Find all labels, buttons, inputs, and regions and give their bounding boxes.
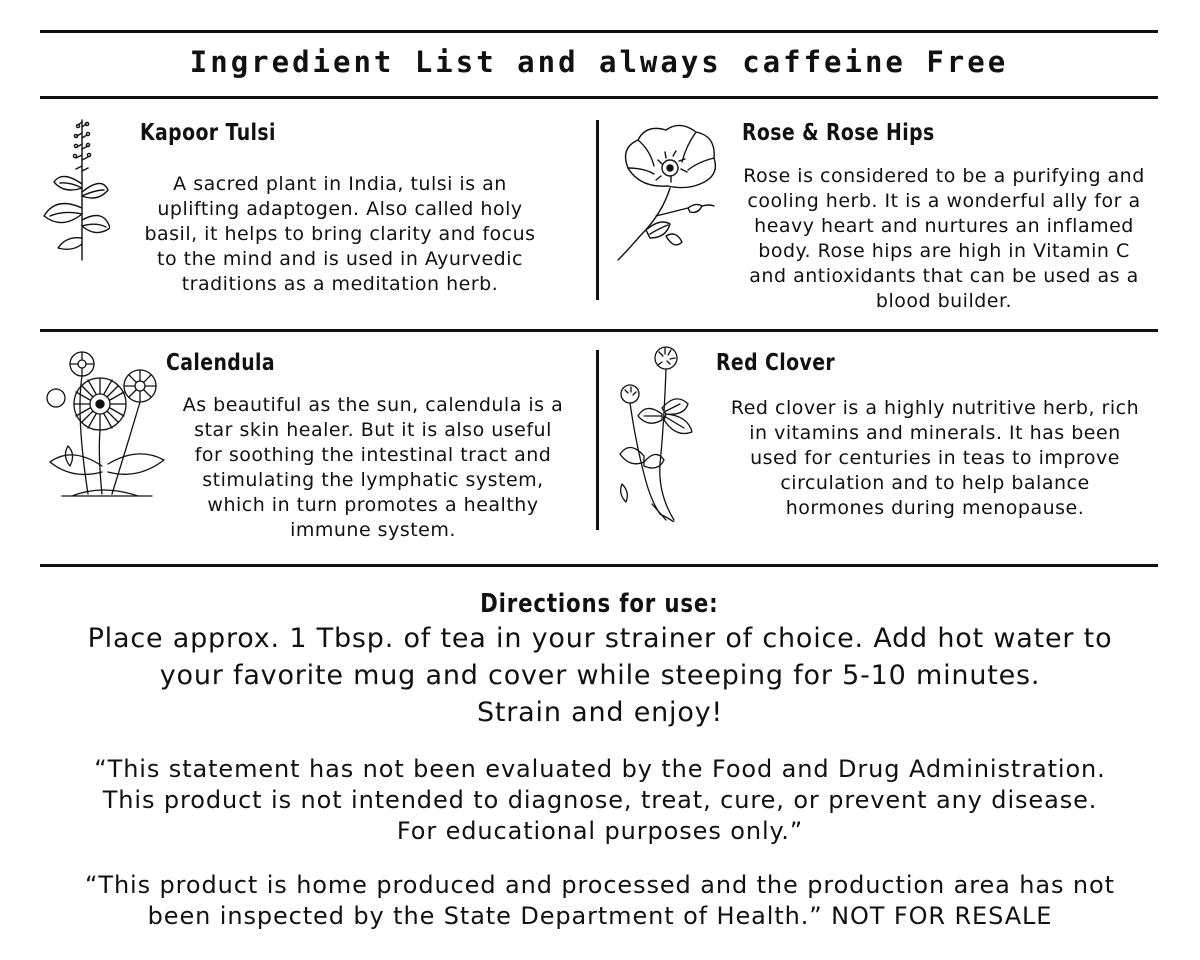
description-line: heavy heart and nurtures an inflamed — [754, 215, 1134, 237]
directions-title — [40, 586, 1158, 622]
disclaimer-line: This product is not intended to diagnose, treat, cure, or prevent any disease. — [102, 786, 1098, 814]
description-line: A sacred plant in India, tulsi is an — [173, 173, 507, 195]
description-line: immune system. — [290, 519, 456, 541]
herb-description-kapoor-tulsi — [125, 172, 555, 297]
middle-rule — [40, 329, 1158, 332]
ingredient-list-title: Ingredient List and always caffeine Free — [189, 45, 1009, 79]
disclaimer-line: For educational purposes only.” — [396, 817, 804, 845]
top-column-divider — [596, 120, 599, 300]
herb-name-rose-hips: Rose & Rose Hips — [742, 120, 935, 146]
herb-name-kapoor-tulsi: Kapoor Tulsi — [140, 120, 276, 146]
ingredients-bottom-rule — [40, 564, 1158, 567]
description-line: Red clover is a highly nutritive herb, rich — [730, 397, 1140, 419]
red-clover-icon — [614, 344, 698, 522]
description-line: star skin healer. But it is also useful — [194, 419, 552, 441]
title-bottom-rule — [40, 96, 1158, 99]
notice-line: been inspected by the State Department of Health.” NOT FOR RESALE — [147, 902, 1053, 930]
description-line: which in turn promotes a healthy — [207, 494, 539, 516]
herb-description-red-clover — [712, 396, 1158, 521]
calendula-flower-icon — [42, 346, 168, 502]
description-line: uplifting adaptogen. Also called holy — [157, 198, 523, 220]
description-line: to the mind and is used in Ayurvedic — [157, 248, 523, 270]
directions-line: your favorite mug and cover while steeping for 5-10 minutes. — [159, 660, 1041, 691]
description-line: stimulating the lymphatic system, — [202, 469, 544, 491]
herb-description-rose-hips — [722, 164, 1166, 314]
directions-line: Strain and enjoy! — [476, 697, 724, 728]
rose-flower-icon — [610, 118, 722, 263]
directions-line: Place approx. 1 Tbsp. of tea in your strainer of choice. Add hot water to — [87, 623, 1113, 654]
bottom-column-divider — [596, 350, 599, 530]
description-line: hormones during menopause. — [785, 497, 1085, 519]
description-line: Rose is considered to be a purifying and — [743, 165, 1145, 187]
directions-text — [30, 620, 1170, 731]
description-line: blood builder. — [875, 290, 1013, 312]
herb-name-red-clover: Red Clover — [716, 350, 836, 376]
description-line: in vitamins and minerals. It has been — [749, 422, 1121, 444]
disclaimer-line: “This statement has not been evaluated by the Food and Drug Administration. — [94, 755, 1106, 783]
production-notice — [30, 870, 1170, 932]
description-line: used for centuries in teas to improve — [750, 447, 1120, 469]
fda-disclaimer — [30, 754, 1170, 847]
description-line: As beautiful as the sun, calendula is a — [182, 394, 564, 416]
directions-title-text: Directions for use: — [479, 589, 719, 619]
description-line: body. Rose hips are high in Vitamin C — [758, 240, 1130, 262]
description-line: for soothing the intestinal tract and — [194, 444, 552, 466]
description-line: and antioxidants that can be used as a — [749, 265, 1139, 287]
herb-name-calendula: Calendula — [166, 350, 276, 376]
top-rule — [40, 30, 1158, 33]
description-line: traditions as a meditation herb. — [181, 273, 499, 295]
notice-line: “This product is home produced and processed and the production area has not — [85, 871, 1115, 899]
herb-description-calendula — [158, 393, 588, 543]
description-line: cooling herb. It is a wonderful ally for a — [747, 190, 1141, 212]
tulsi-plant-icon — [40, 112, 110, 262]
description-line: circulation and to help balance — [780, 472, 1090, 494]
description-line: basil, it helps to bring clarity and focus — [144, 223, 536, 245]
